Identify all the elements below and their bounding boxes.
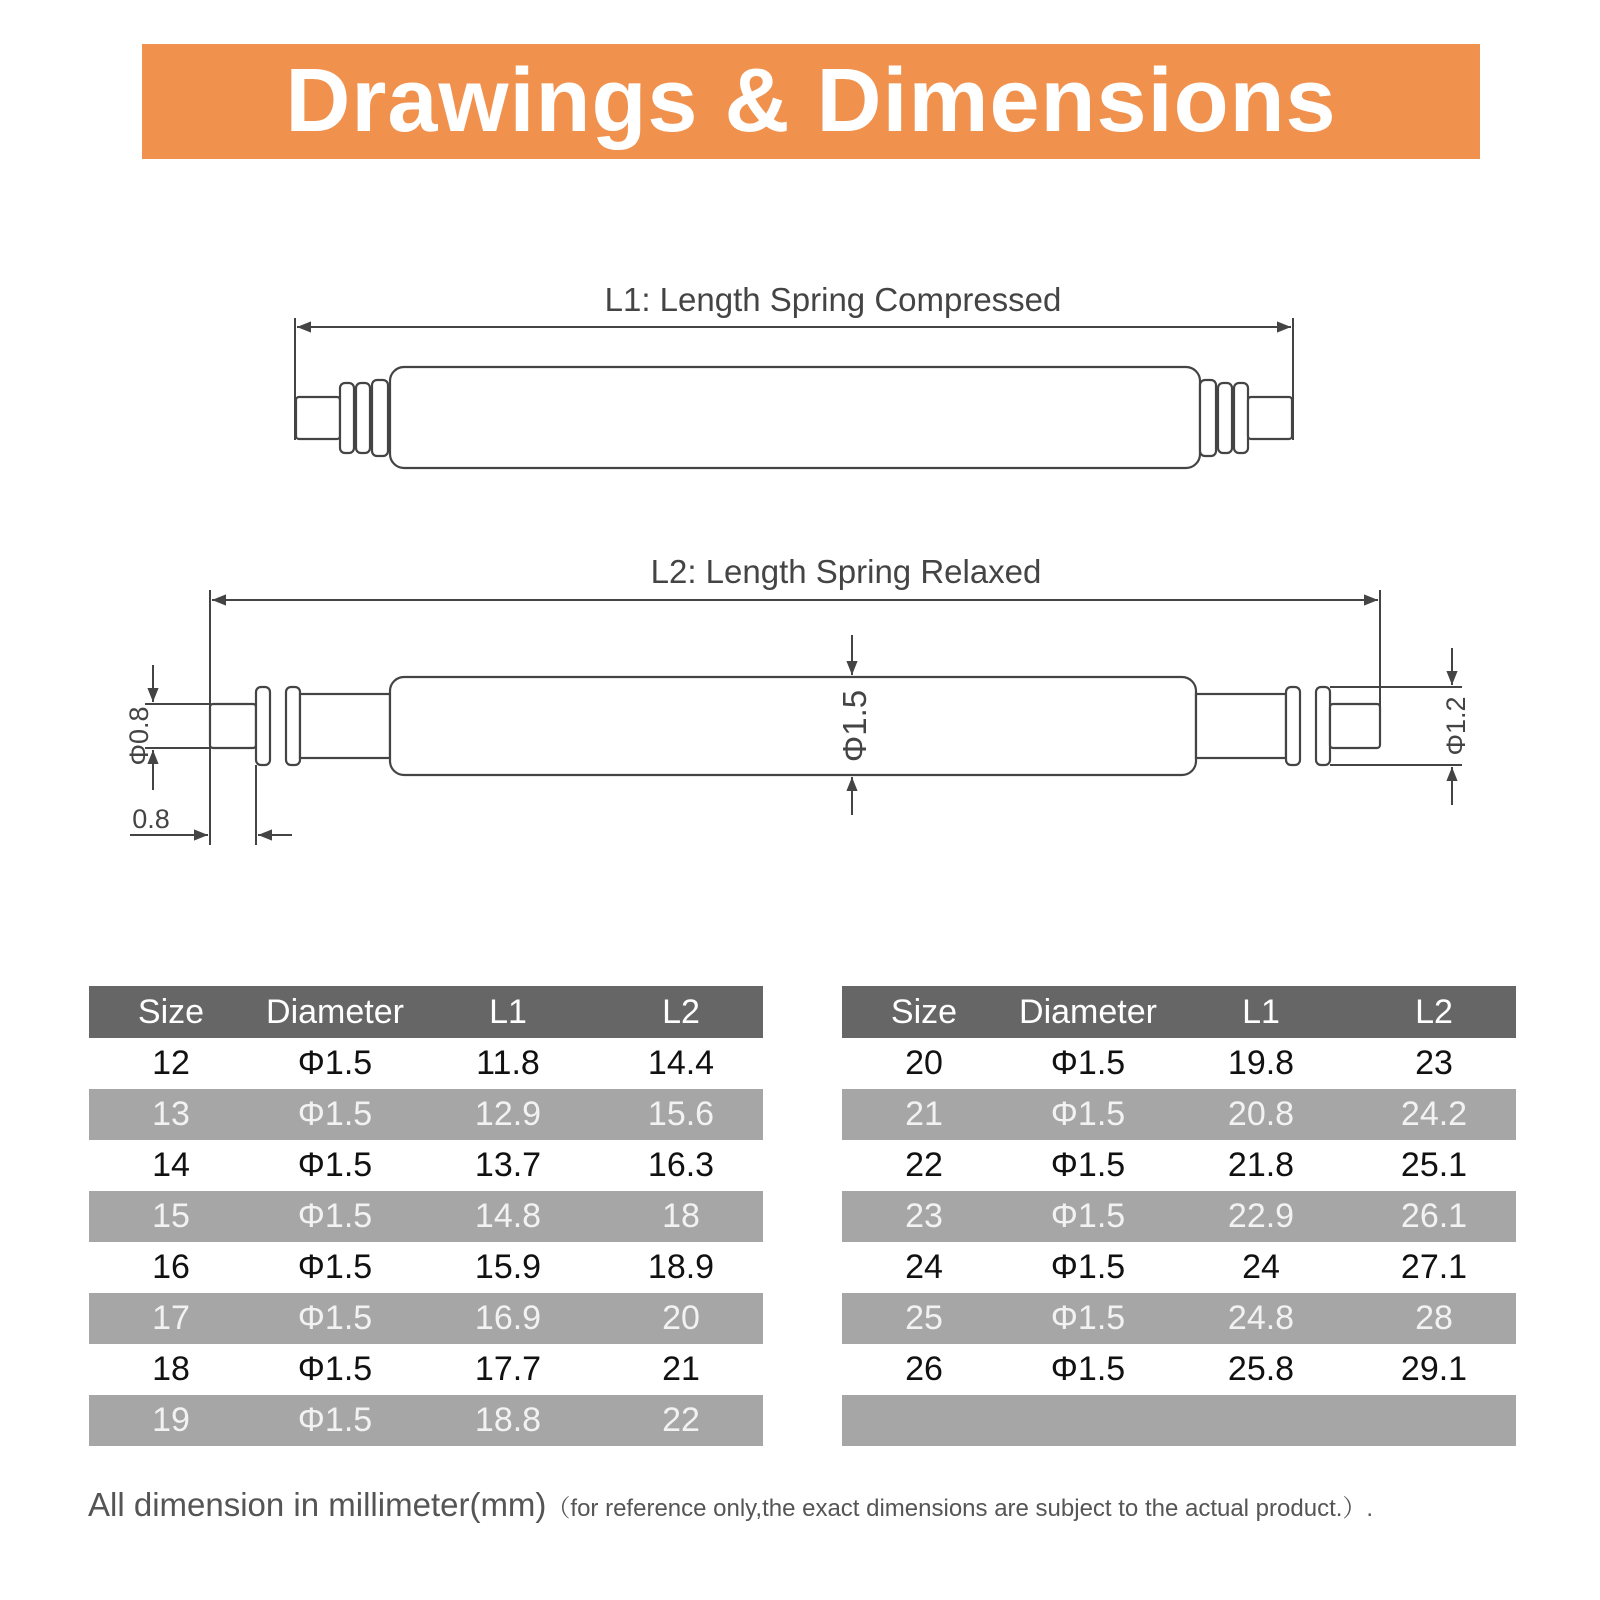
tube-diameter-label: Φ1.5 xyxy=(836,689,873,763)
cell-size xyxy=(842,1395,1006,1446)
cell-size: 16 xyxy=(152,1248,190,1286)
cell-l1: 19.8 xyxy=(1227,1044,1295,1082)
l2-label: L2: Length Spring Relaxed xyxy=(650,553,1042,590)
table-row xyxy=(842,1038,1516,1089)
cell-diameter: Φ1.5 xyxy=(1006,1293,1170,1344)
cell-size: 24 xyxy=(905,1248,943,1286)
cell-l2: 16.3 xyxy=(647,1146,715,1184)
cell-l1: 22.9 xyxy=(1170,1191,1352,1242)
footnote-disclaimer: （for reference only,the exact dimensions are subject to the actual product.）. xyxy=(546,1495,1374,1522)
cell-size: 26 xyxy=(905,1350,943,1388)
cell-diameter: Φ1.5 xyxy=(1050,1044,1126,1082)
cell-l2 xyxy=(1352,1395,1516,1446)
cell-size: 15 xyxy=(89,1191,253,1242)
cell-l1: 15.9 xyxy=(474,1248,542,1286)
cell-l1: 24 xyxy=(1242,1248,1280,1286)
cell-l2: 25.1 xyxy=(1400,1146,1468,1184)
column-header-l1: L1 xyxy=(1170,986,1352,1038)
cell-l2: 22 xyxy=(599,1395,763,1446)
cell-l1: 25.8 xyxy=(1227,1350,1295,1388)
cell-l1: 14.8 xyxy=(417,1191,599,1242)
column-header-l2: L2 xyxy=(599,986,763,1038)
table-row xyxy=(89,1242,763,1293)
table-row xyxy=(89,1089,763,1140)
cell-size: 22 xyxy=(905,1146,943,1184)
cell-l2: 27.1 xyxy=(1400,1248,1468,1286)
table-row xyxy=(89,1140,763,1191)
cell-size: 25 xyxy=(842,1293,1006,1344)
cell-diameter: Φ1.5 xyxy=(297,1044,373,1082)
relaxed-spring-bar xyxy=(210,677,1380,775)
cell-diameter: Φ1.5 xyxy=(1050,1146,1126,1184)
table-row xyxy=(89,1293,763,1344)
table-row xyxy=(89,1395,763,1446)
column-header-l1: L1 xyxy=(417,986,599,1038)
cell-l1: 17.7 xyxy=(474,1350,542,1388)
table-row xyxy=(842,1140,1516,1191)
cell-l1: 13.7 xyxy=(474,1146,542,1184)
cell-l2: 24.2 xyxy=(1352,1089,1516,1140)
table-row xyxy=(842,1242,1516,1293)
cell-diameter: Φ1.5 xyxy=(1050,1248,1126,1286)
cell-size: 20 xyxy=(905,1044,943,1082)
cell-size: 19 xyxy=(89,1395,253,1446)
cell-l1: 11.8 xyxy=(476,1044,540,1082)
cell-l1 xyxy=(1170,1395,1352,1446)
table-row xyxy=(89,1344,763,1395)
cell-diameter: Φ1.5 xyxy=(297,1248,373,1286)
table-row xyxy=(842,1293,1516,1344)
cell-diameter: Φ1.5 xyxy=(253,1089,417,1140)
cell-size: 17 xyxy=(89,1293,253,1344)
column-header-diameter: Diameter xyxy=(253,986,417,1038)
table-row xyxy=(89,1038,763,1089)
tip-length-label: 0.8 xyxy=(132,804,170,834)
cell-diameter: Φ1.5 xyxy=(253,1395,417,1446)
column-header-l2: L2 xyxy=(1352,986,1516,1038)
cell-diameter: Φ1.5 xyxy=(1006,1191,1170,1242)
cell-l1: 12.9 xyxy=(417,1089,599,1140)
cell-l1: 20.8 xyxy=(1170,1089,1352,1140)
cell-l1: 16.9 xyxy=(417,1293,599,1344)
cell-l2: 15.6 xyxy=(599,1089,763,1140)
table-row xyxy=(89,1191,763,1242)
cell-l2: 23 xyxy=(1415,1044,1453,1082)
cell-l1: 24.8 xyxy=(1170,1293,1352,1344)
cell-size: 21 xyxy=(842,1089,1006,1140)
cell-diameter xyxy=(1006,1395,1170,1446)
table-row xyxy=(842,1191,1516,1242)
cell-l2: 21 xyxy=(662,1350,700,1388)
compressed-spring-bar xyxy=(296,367,1292,468)
cell-l2: 29.1 xyxy=(1400,1350,1468,1388)
table-row xyxy=(842,1395,1516,1446)
column-header-size: Size xyxy=(842,986,1006,1038)
cell-size: 13 xyxy=(89,1089,253,1140)
column-header-size: Size xyxy=(89,986,253,1038)
cell-l2: 18.9 xyxy=(647,1248,715,1286)
tip-diameter-dimension xyxy=(145,665,210,790)
cell-diameter: Φ1.5 xyxy=(253,1293,417,1344)
cell-l2: 26.1 xyxy=(1352,1191,1516,1242)
footnote-units: All dimension in millimeter(mm) xyxy=(88,1486,547,1523)
cell-diameter: Φ1.5 xyxy=(1006,1089,1170,1140)
tip-diameter-label: Φ0.8 xyxy=(124,706,154,766)
cell-l2: 20 xyxy=(599,1293,763,1344)
cell-diameter: Φ1.5 xyxy=(1050,1350,1126,1388)
l1-label: L1: Length Spring Compressed xyxy=(604,281,1062,318)
table-row xyxy=(842,1089,1516,1140)
cell-diameter: Φ1.5 xyxy=(253,1191,417,1242)
cell-l1: 18.8 xyxy=(417,1395,599,1446)
size-table-right xyxy=(842,986,1516,1446)
table-row xyxy=(842,1344,1516,1395)
cell-l1: 21.8 xyxy=(1227,1146,1295,1184)
table-header-row xyxy=(842,986,1516,1038)
cell-diameter: Φ1.5 xyxy=(297,1146,373,1184)
size-table-left xyxy=(89,986,763,1446)
table-header-row xyxy=(89,986,763,1038)
cell-size: 23 xyxy=(842,1191,1006,1242)
footnote xyxy=(88,1486,1528,1524)
cell-size: 12 xyxy=(152,1044,190,1082)
cell-l2: 14.4 xyxy=(647,1044,715,1082)
cell-l2: 28 xyxy=(1352,1293,1516,1344)
cell-diameter: Φ1.5 xyxy=(297,1350,373,1388)
cell-size: 18 xyxy=(152,1350,190,1388)
column-header-diameter: Diameter xyxy=(1006,986,1170,1038)
flange-diameter-label: Φ1.2 xyxy=(1441,696,1471,756)
cell-size: 14 xyxy=(152,1146,190,1184)
page-title: Drawings & Dimensions xyxy=(285,51,1337,151)
cell-l2: 18 xyxy=(599,1191,763,1242)
